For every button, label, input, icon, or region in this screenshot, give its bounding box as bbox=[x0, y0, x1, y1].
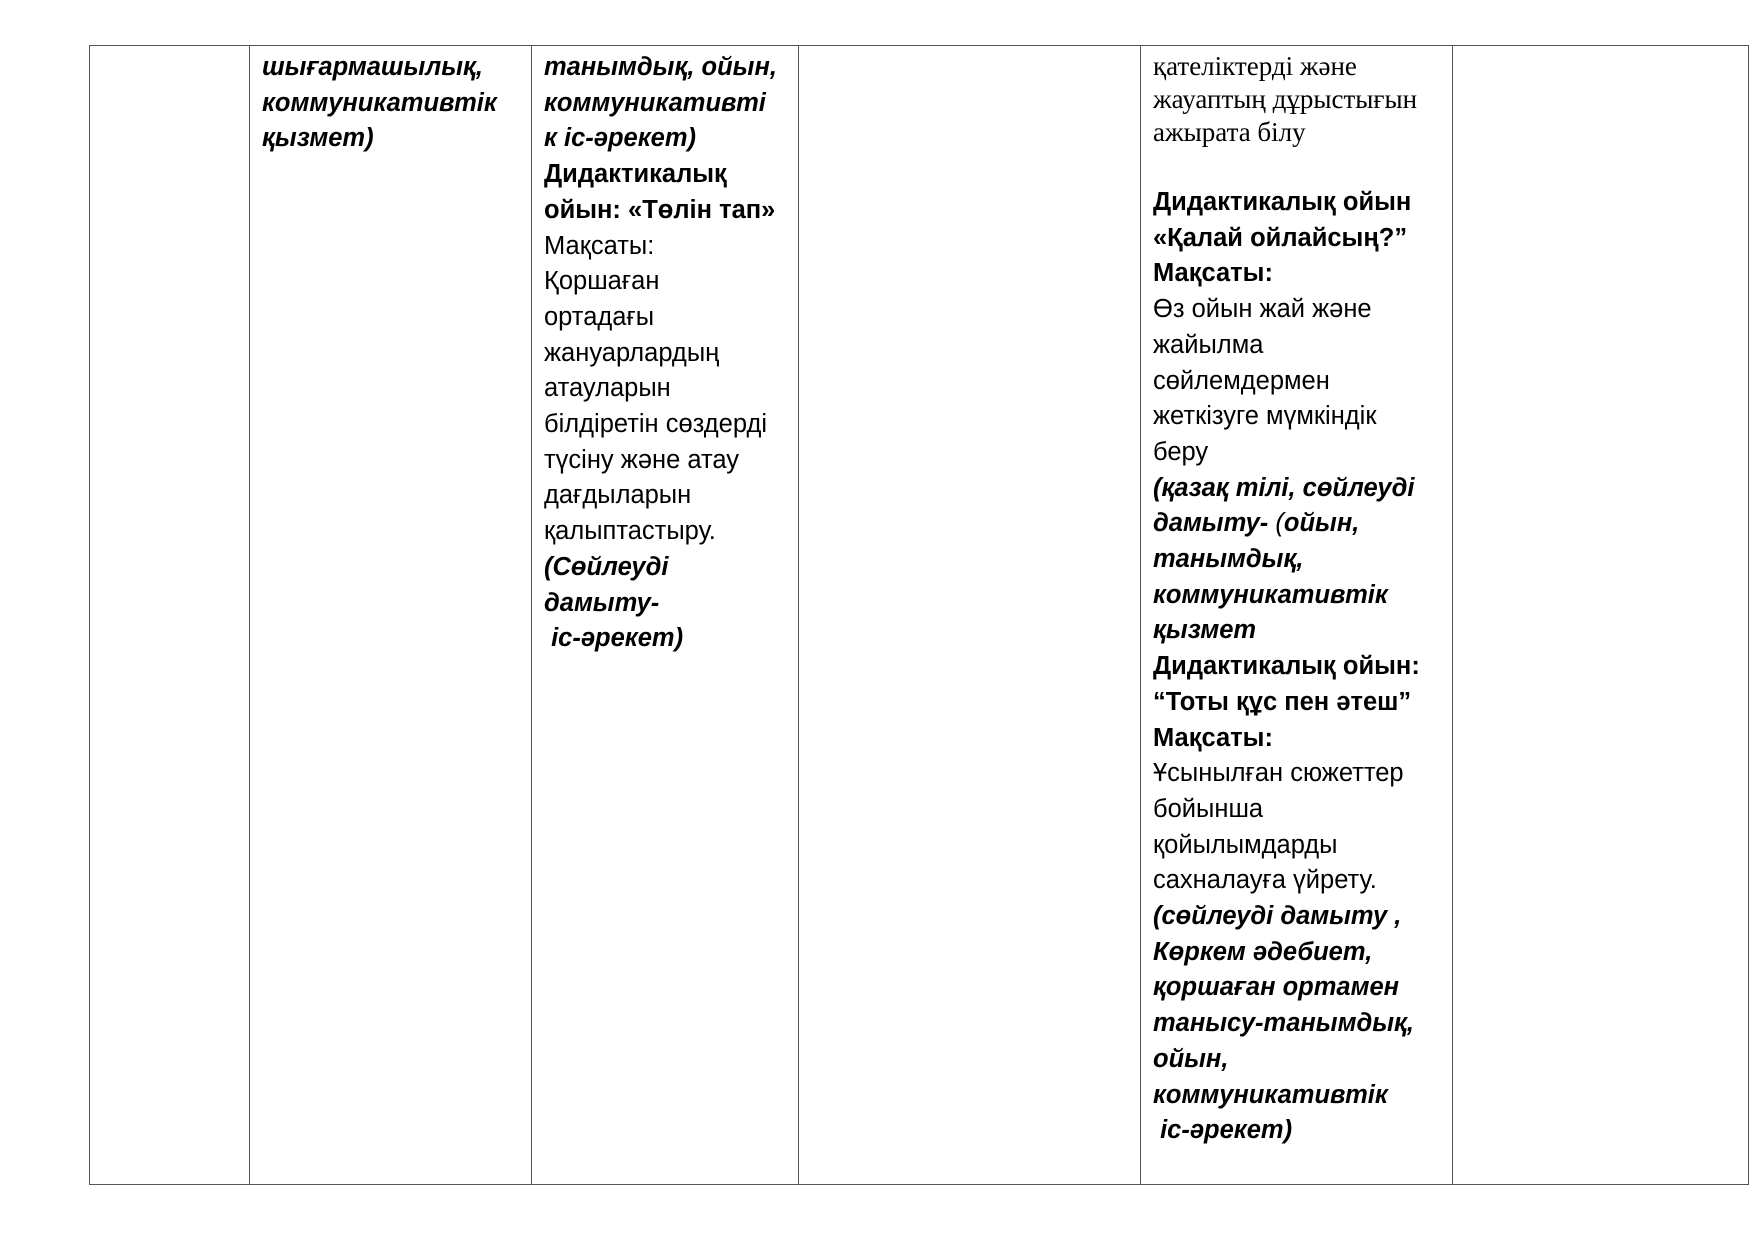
activity-type-line: к іс-әрекет) bbox=[544, 124, 696, 153]
activity-area-line: (Сөйлеуді bbox=[544, 552, 669, 581]
goal-text-line: жануарлардың bbox=[544, 338, 720, 367]
cell-col5 bbox=[1141, 46, 1453, 1185]
goal-text-line: түсіну және атау bbox=[544, 445, 740, 474]
goal-text-line: қойылымдарды bbox=[1153, 830, 1338, 859]
activity-area-line: танымдық, bbox=[1153, 545, 1304, 574]
goal-text-line: білдіретін сөздерді bbox=[544, 410, 767, 439]
goal-text-line: сахналауға үйрету. bbox=[1153, 866, 1377, 895]
game-title: «Қалай ойлайсың?” bbox=[1153, 223, 1408, 252]
goal-text-line: жеткізуге мүмкіндік bbox=[1153, 402, 1377, 431]
activity-area-line: іс-әрекет) bbox=[544, 624, 684, 653]
goal-label: Мақсаты: bbox=[1153, 259, 1273, 288]
activity-area-line: (қазақ тілі, сөйлеуді bbox=[1153, 473, 1415, 502]
game-title: Дидактикалық ойын bbox=[1153, 188, 1412, 216]
intro-text-line: ажырата білу bbox=[1153, 117, 1306, 147]
game-title: Дидактикалық bbox=[544, 160, 727, 189]
goal-text-line: жайылма bbox=[1153, 330, 1264, 359]
goal-text-line: Қоршаған bbox=[544, 267, 660, 296]
game-title: ойын: «Төлін тап» bbox=[544, 195, 776, 224]
activity-area-line: ойын, bbox=[1153, 1044, 1229, 1073]
goal-text-line: беру bbox=[1153, 437, 1209, 466]
plan-table bbox=[89, 45, 1749, 1185]
cell-col6 bbox=[1453, 46, 1749, 1185]
activity-area-line: (сөйлеуді дамыту , bbox=[1153, 902, 1402, 931]
activity-area-line: Көркем әдебиет, bbox=[1153, 937, 1373, 966]
activity-area-line: қоршаған ортамен bbox=[1153, 973, 1400, 1002]
goal-text-line: бойынша bbox=[1153, 794, 1264, 823]
activity-area-line bbox=[1153, 506, 1442, 542]
activity-area-line: коммуникативтік bbox=[1153, 580, 1388, 609]
goal-text-line: Өз ойын жай және bbox=[1153, 295, 1372, 324]
activity-type-line: коммуникативтік bbox=[262, 88, 497, 117]
goal-label: Мақсаты: bbox=[1153, 723, 1273, 752]
goal-text-line: ортадағы bbox=[544, 302, 655, 331]
activity-type-line: танымдық, ойын, bbox=[544, 53, 777, 81]
activity-area-part: ойын, bbox=[1283, 509, 1360, 538]
goal-text-line: қалыптастыру. bbox=[544, 517, 716, 546]
activity-type-line: шығармашылық, bbox=[262, 53, 483, 81]
game-title: Дидактикалық ойын: bbox=[1153, 652, 1420, 681]
activity-area-part: ( bbox=[1275, 509, 1284, 538]
goal-text-line: атауларын bbox=[544, 374, 671, 403]
activity-area-line: танысу-танымдық, bbox=[1153, 1009, 1415, 1038]
table-row bbox=[90, 46, 1749, 1185]
game-title: “Тоты құс пен әтеш” bbox=[1153, 687, 1412, 716]
spacer bbox=[1153, 149, 1442, 185]
activity-area-line: іс-әрекет) bbox=[1153, 1116, 1293, 1145]
activity-area-line: дамыту- bbox=[544, 588, 660, 617]
activity-area-line: қызмет bbox=[1153, 616, 1257, 645]
goal-text-line: сөйлемдермен bbox=[1153, 366, 1330, 395]
intro-text-line: қателіктерді және bbox=[1153, 51, 1357, 81]
activity-type-line: қызмет) bbox=[262, 124, 374, 153]
goal-label: Мақсаты: bbox=[544, 231, 655, 260]
activity-type-line: коммуникативті bbox=[544, 88, 766, 117]
cell-col4 bbox=[799, 46, 1141, 1185]
activity-area-part: дамыту- bbox=[1153, 509, 1276, 538]
cell-col3 bbox=[532, 46, 799, 1185]
goal-text-line: Ұсынылған сюжеттер bbox=[1153, 759, 1404, 788]
activity-area-line: коммуникативтік bbox=[1153, 1080, 1388, 1109]
cell-col1 bbox=[90, 46, 250, 1185]
intro-text-line: жауаптың дұрыстығын bbox=[1153, 84, 1418, 114]
goal-text-line: дағдыларын bbox=[544, 481, 692, 510]
cell-col2 bbox=[250, 46, 532, 1185]
